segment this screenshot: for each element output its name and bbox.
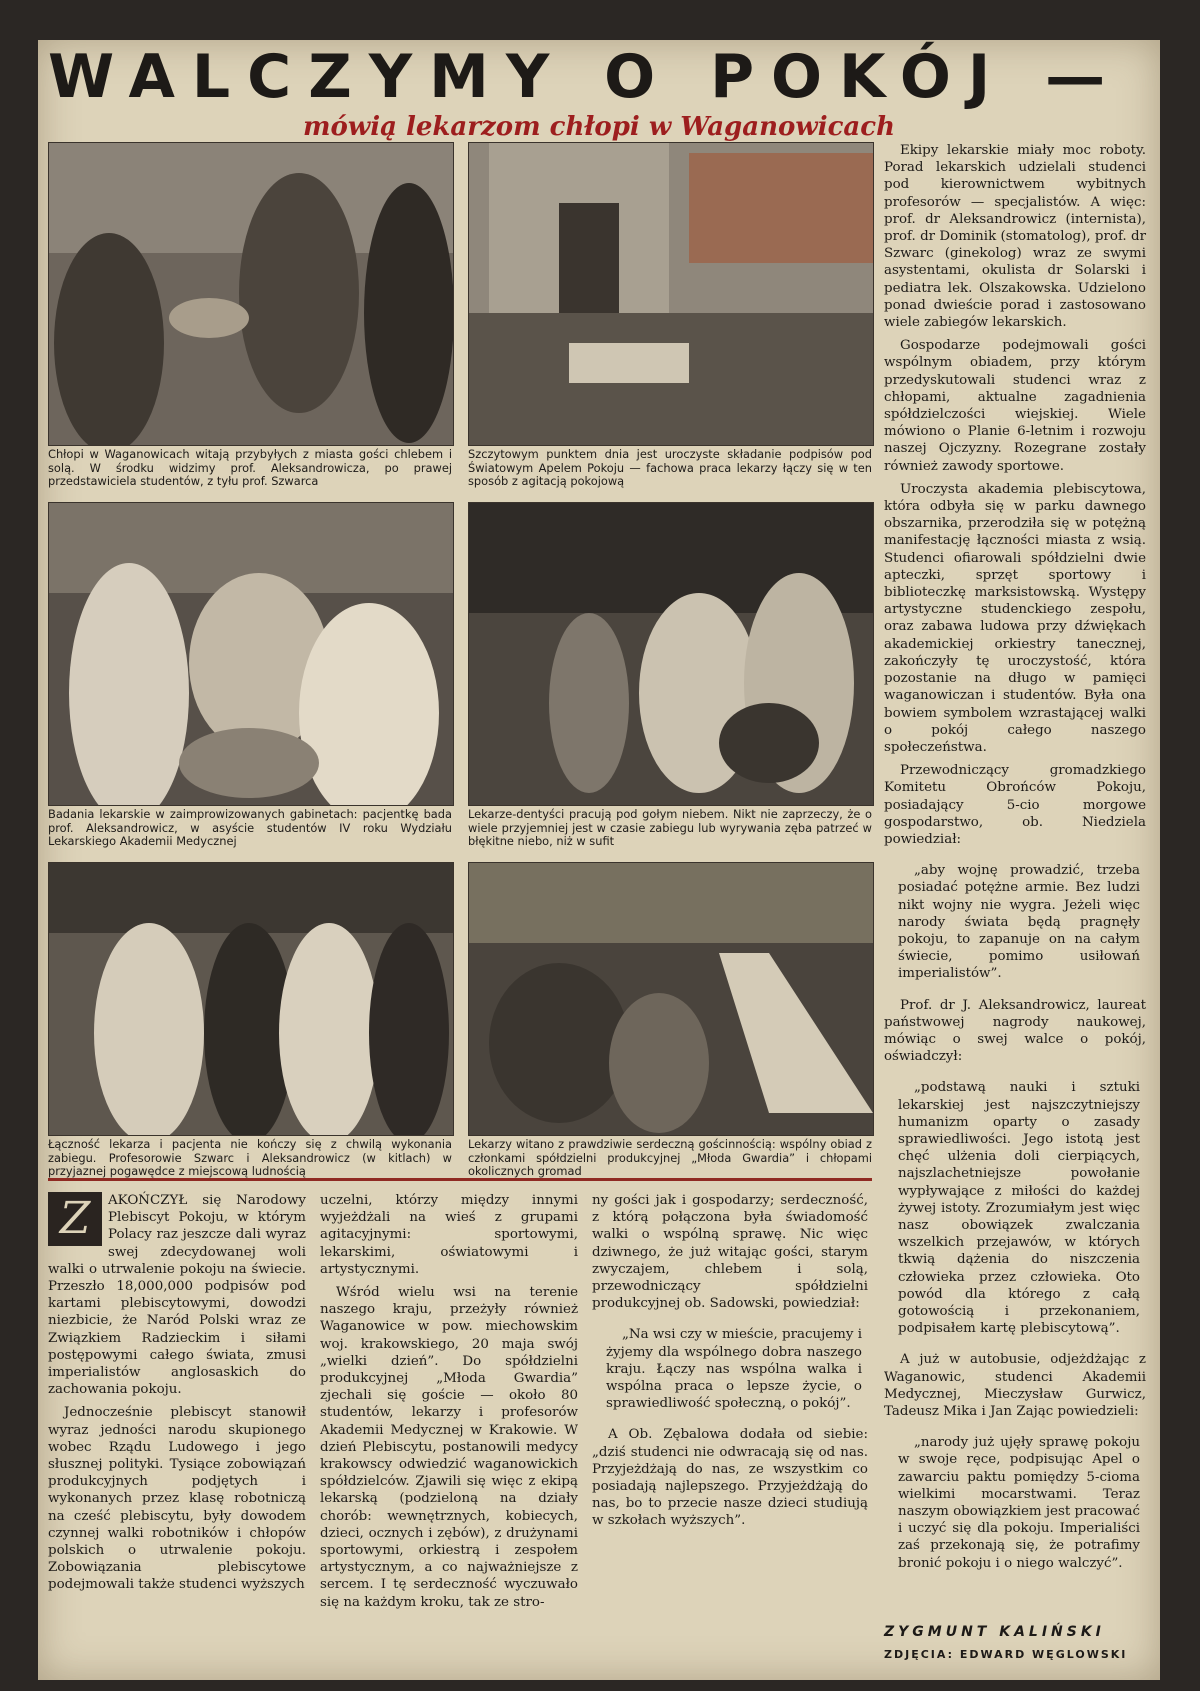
paragraph: Jednocześnie plebiscyt stanowił wyraz jedności narodu skupionego wobec Rządu Ludowego i jego słusznej polityki. Tysiące zobowiązań produkcyjnych podjętych i wykonanych przez klasę robotniczą na cześć plebiscytu, były dowodem czynnej walki robotników i chłopów polskich o utrwalenie pokoju. Zobowiązania plebiscytowe podejmowali także studenci wyższych	[48, 1405, 306, 1593]
quote: „narody już ujęły sprawę pokoju w swoje ręce, podpisując Apel o zawarciu paktu pomiędzy 5-cioma wielkimi mocarstwami. Teraz naszym obowiązkiem jest pracować i uczyć się dla pokoju. Imperialiści zaś przekonają się, że potrafimy bronić pokoju i o niego walczyć”.	[898, 1435, 1140, 1571]
photo-caption: Łączność lekarza i pacjenta nie kończy się z chwilą wykonania zabiegu. Profesorowie Szwarc i Aleksandrowicz (w kitlach) w przyjaznej pogawędce z miejscową ludnością	[48, 1137, 452, 1179]
paragraph: Przewodniczący gromadzkiego Komitetu Obrońców Pokoju, posiadający 5-cio morgowe gospodarstwo, ob. Niedziela powiedział:	[884, 763, 1146, 847]
quote: „aby wojnę prowadzić, trzeba posiadać potężne armie. Bez ludzi nikt wojny nie wygra. Jeżeli więc narody świata będą pragnęły pokoju, to zapanuje on na całym świecie, pomimo usiłowań imperialistów”.	[898, 863, 1140, 982]
photo-bread-and-salt	[48, 142, 454, 446]
newspaper-page	[38, 40, 1160, 1680]
subheadline: mówią lekarzom chłopi w Waganowicach	[302, 112, 895, 142]
bottom-column-1	[48, 1192, 306, 1600]
author-byline: ZYGMUNT KALIŃSKI	[884, 1624, 1105, 1640]
photo-signing-appeal	[468, 142, 874, 446]
paragraph: Ekipy lekarskie miały moc roboty. Porad lekarskich udzielali studenci pod kierownictwem wybitnych profesorów — specjalistów. A więc: prof. dr Aleksandrowicz (internista), prof. dr Dominik (stomatolog), prof. dr Szwarc (ginekolog) wraz ze swymi asystentami, okulista dr Solarski i pediatra lek. Olszakowska. Udzielono ponad dwieście porad i zastosowano wiele zabiegów lekarskich.	[884, 143, 1146, 331]
headline: WALCZYMY O POKÓJ —	[48, 42, 1123, 112]
paragraph: Uroczysta akademia plebiscytowa, która odbyła się w parku dawnego obszarnika, przerodziła się w potężną manifestację łączności miasta z wsią. Studenci ofiarowali spółdzielni dwie apteczki, sprzęt sportowy i biblioteczkę marksistowską. Występy artystyczne studenckiego zespołu, oraz zabawa ludowa przy dźwiękach akademickiej orkiestry tanecznej, zakończyły tę uroczystość, która pozostanie na długo w pamięci waganowiczan i studentów. Była ona bowiem symbolem wzrastającej walki o pokój całego naszego społeczeństwa.	[884, 481, 1146, 755]
photo-caption: Szczytowym punktem dnia jest uroczyste składanie podpisów pod Światowym Apelem Pokoju — fachowa praca lekarzy łączy się w ten sposób z agitacją pokojową	[468, 447, 872, 489]
paragraph: Prof. dr J. Aleksandrowicz, laureat państwowej nagrody naukowej, mówiąc o swej walce o pokój, oświadczył:	[884, 997, 1146, 1065]
bottom-column-2	[320, 1192, 578, 1617]
photo-common-dinner	[468, 862, 874, 1136]
paragraph: ny gości jak i gospodarzy; serdeczność, z którą połączona była świadomość walki o wspólną sprawę. Nic więc dziwnego, że już witając gości, starym zwyczajem, chlebem i solą, przewodniczący spółdzielni produkcyjnej ob. Sadowski, powiedział:	[592, 1193, 868, 1312]
paragraph: uczelni, którzy między innymi wyjeżdżali na wieś z grupami agitacyjnymi: sportowymi, lekarskimi, oświatowymi i artystycznymi.	[320, 1193, 578, 1277]
paragraph: Gospodarze podejmowali gości wspólnym obiadem, przy którym przedyskutowali studenci wraz z chłopami, aktualne zagadnienia spółdzielczości wiejskiej. Wiele mówiono o Planie 6-letnim i rozwoju naszej Ojczyzny. Rozegrane zostały również zawody sportowe.	[884, 338, 1146, 474]
paragraph: A już w autobusie, odjeżdżając z Waganowic, studenci Akademii Medycznej, Mieczysław Gurwicz, Tadeusz Mika i Jan Zając powiedzieli:	[884, 1352, 1146, 1420]
photo-caption: Badania lekarskie w zaimprowizowanych gabinetach: pacjentkę bada prof. Aleksandrowicz, w asyście studentów IV roku Wydziału Lekarskiego Akademii Medycznej	[48, 807, 452, 849]
photo-caption: Lekarze-dentyści pracują pod gołym niebem. Nikt nie zaprzeczy, że o wiele przyjemniej jest w czasie zabiegu lub wyrywania zęba patrzeć w błękitne niebo, niż w sufit	[468, 807, 872, 849]
paragraph: AKOŃCZYŁ się Narodowy Plebiscyt Pokoju, w którym Polacy raz jeszcze dali wyraz swej zdecydowanej woli walki o utrwalenie pokoju na świecie. Przeszło 18,000,000 podpisów pod kartami plebiscytowymi, dowodzi niezbicie, że Naród Polski wraz ze Związkiem Radzieckim i siłami postępowymi całego świata, zmusi imperialistów anglosaskich do zachowania pokoju.	[48, 1193, 306, 1398]
photo-credit: ZDJĘCIA: EDWARD WĘGLOWSKI	[884, 1648, 1128, 1661]
quote: „Na wsi czy w mieście, pracujemy i żyjemy dla wspólnego dobra naszego kraju. Łączy nas wspólna walka i wspólna praca o lepsze życie, o sprawiedliwość społeczną, o pokój”.	[606, 1327, 862, 1412]
right-column	[884, 142, 1146, 1586]
bottom-column-3	[592, 1192, 868, 1536]
quote: „podstawą nauki i sztuki lekarskiej jest najszczytniejszy humanizm oparty o zasady sprawiedliwości. Jego istotą jest chęć ulżenia doli cierpiących, najszlachetniejsze powołanie wypływające z miłości do każdej żywej istoty. Zrozumiałym jest więc nasz obowiązek zwalczania wszelkich przejawów, w których tkwią dążenia do niszczenia człowieka przez człowieka. Oto powód dla którego z całą gotowością i przekonaniem, podpisałem kartę plebiscytową”.	[898, 1080, 1140, 1337]
photo-conversation	[48, 862, 454, 1136]
paragraph: Wśród wielu wsi na terenie naszego kraju, przeżyły również Waganowice w pow. miechowskim woj. krakowskiego, 20 maja swój „wielki dzień”. Do spółdzielni produkcyjnej „Młoda Gwardia” zjechali się goście — około 80 studentów, lekarzy i profesorów Akademii Medycznej w Krakowie. W dzień Plebiscytu, postanowili medycy krakowscy odwiedzić waganowickich spółdzielców. Zjawili się więc z ekipą lekarską (podzieloną na działy chorób: wewnętrznych, kobiecych, dzieci, ocznych i zębów), z drużynami sportowymi, orkiestrą i zespołem artystycznym, a co najważniejsze z sercem. I tę serdeczność wyczuwało się na każdym kroku, tak ze stro-	[320, 1285, 578, 1610]
photo-caption: Chłopi w Waganowicach witają przybyłych z miasta gości chlebem i solą. W środku widzimy prof. Aleksandrowicza, po prawej przedstawiciela studentów, z tyłu prof. Szwarca	[48, 447, 452, 489]
dropcap: Z	[48, 1192, 102, 1246]
section-divider	[48, 1178, 872, 1181]
photo-medical-exam	[48, 502, 454, 806]
paragraph: A Ob. Zębalowa dodała od siebie: „dziś studenci nie odwracają się od nas. Przyjeżdżają do nas, ze wszystkim co posiadają najlepszego. Przyjeżdżają do nas, bo to przecie nasze dzieci studiują w szkołach wyższych”.	[592, 1427, 868, 1529]
photo-dentists-outdoors	[468, 502, 874, 806]
photo-caption: Lekarzy witano z prawdziwie serdeczną gościnnością: wspólny obiad z członkami spółdzielni produkcyjnej „Młoda Gwardia” i chłopami okolicznych gromad	[468, 1137, 872, 1179]
